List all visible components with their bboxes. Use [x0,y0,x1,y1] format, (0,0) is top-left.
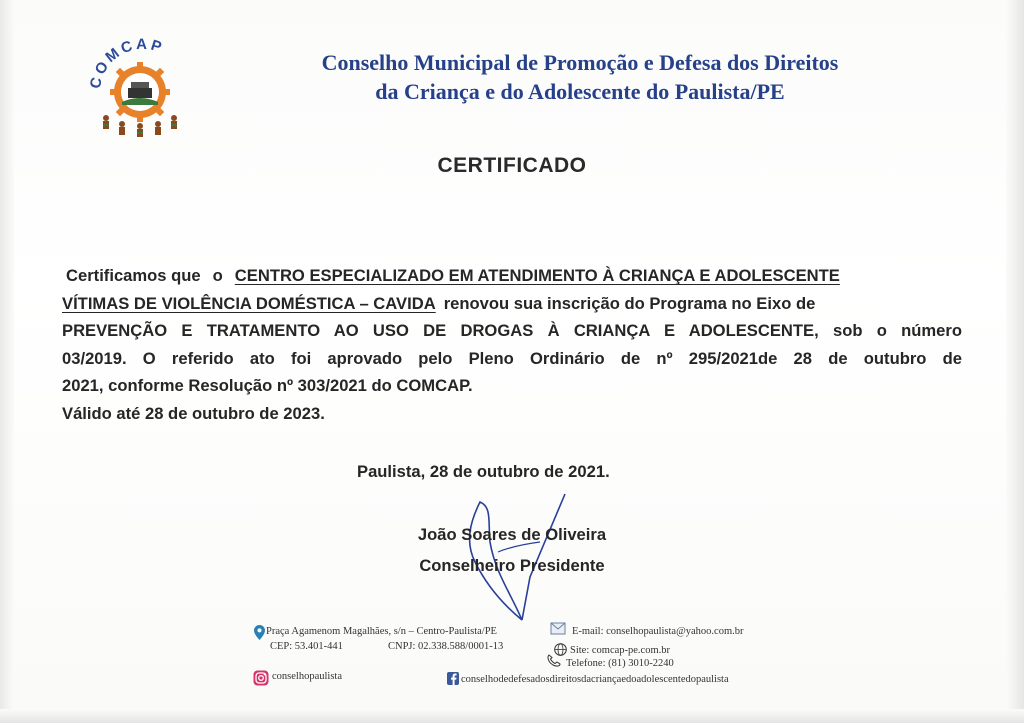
header-line-1: Conselho Municipal de Promoção e Defesa dos Direitos [321,50,839,75]
phone-icon [546,654,562,668]
footer-phone: Telefone: (81) 3010-2240 [566,658,674,669]
facebook-icon [447,672,459,685]
body-article: o [212,266,223,285]
instagram-icon [253,670,269,686]
comcap-logo [82,32,200,140]
body-renewal-text: renovou sua inscrição do Programa no Eixo de [443,293,816,313]
footer-site[interactable]: Site: comcap-pe.com.br [570,645,671,656]
logo-arc-text: COMCAP [86,35,167,91]
footer-cep: CEP: 53.401-441 [270,641,343,652]
certificate-body [62,262,962,427]
certificate-title: CERTIFICADO [437,154,587,177]
place-date: Paulista, 28 de outubro de 2021. [357,462,610,481]
paper-edge-bottom [0,709,1024,723]
body-line-5: 2021, conforme Resolução nº 303/2021 do COMCAP. [62,376,473,395]
paper-edge-right [1006,0,1024,723]
org-name-part-2: VÍTIMAS DE VIOLÊNCIA DOMÉSTICA – CAVIDA [62,293,436,313]
body-prefix: Certificamos que [66,266,201,285]
footer-instagram[interactable]: conselhopaulista [272,671,342,682]
footer-email[interactable]: E-mail: conselhopaulista@yahoo.com.br [572,626,744,637]
header-line-2: da Criança e do Adolescente do Paulista/PE [375,79,785,104]
body-line-3: PREVENÇÃO E TRATAMENTO AO USO DE DROGAS À CRIANÇA E ADOLESCENTE, sob o número [62,321,962,340]
org-name-part-1: CENTRO ESPECIALIZADO EM ATENDIMENTO À CRIANÇA E ADOLESCENTE [234,266,840,285]
body-line-2 [62,290,962,318]
body-line-1 [62,262,962,290]
footer-facebook[interactable]: conselhodedefesadosdireitosdacriançaedoadolescentedopaulista [461,674,729,685]
signer-name: João Soares de Oliveira [417,525,607,544]
signer-role: Conselheiro Presidente [419,556,605,575]
council-header [250,48,910,106]
email-icon [550,620,566,636]
footer-address: Praça Agamenom Magalhães, s/n – Centro-Paulista/PE [266,626,497,637]
paper-edge-left [0,0,14,723]
location-pin-icon [254,625,265,640]
body-line-6: Válido até 28 de outubro de 2023. [62,403,325,423]
footer-cnpj: CNPJ: 02.338.588/0001-13 [388,641,504,652]
body-line-4: 03/2019. O referido ato foi aprovado pelo Pleno Ordinário de nº 295/2021de 28 de outubro de [62,348,962,368]
